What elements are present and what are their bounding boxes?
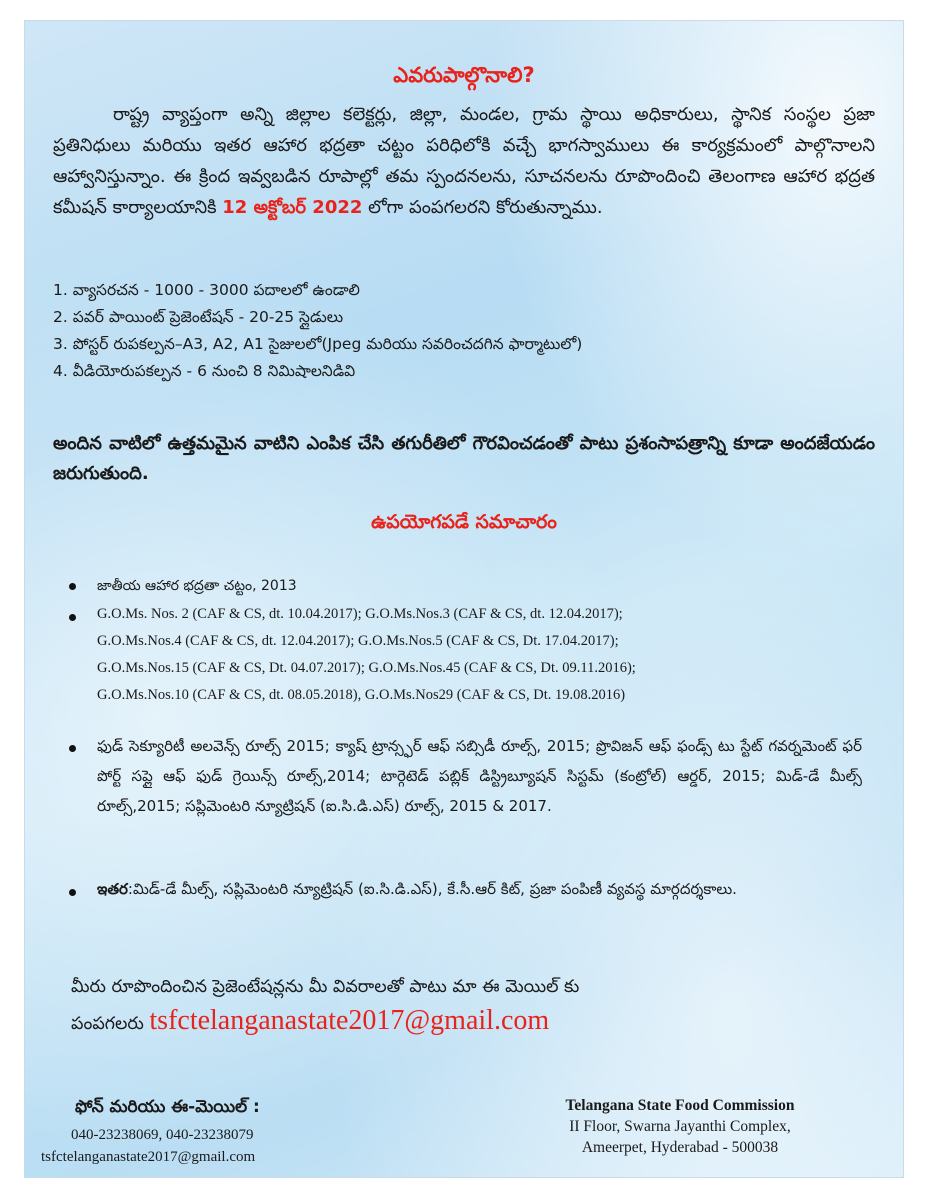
list-item: 3. పోస్టర్ రుపకల్పన–A3, A2, A1 సైజులలో(Jpeg మరియు సవరించదగిన ఫార్మాటులో) [53, 335, 583, 353]
address-block [525, 1095, 835, 1158]
bullet-dot [69, 614, 76, 621]
closing-prefix: పంపగలరు [71, 1014, 144, 1034]
others-text: :మిడ్-డే మీల్స్, సప్లిమెంటరి న్యూట్రిషన్ (ఐ.సి.డి.ఎస్), కే.సీ.ఆర్ కిట్, ప్రజా పంపిణీ వ్యవస్థ మార్గదర్శకాలు. [127, 880, 737, 898]
formats-list [53, 277, 875, 385]
page-title: ఎవరుపాల్గొనాలి? [393, 63, 535, 87]
info-rules: ఫుడ్ సెక్యూరిటీ అలవెన్స్ రూల్స్ 2015; క్యాష్ ట్రాన్స్ఫర్ ఆఫ్ సబ్సిడీ రూల్స్, 2015; ప్రొవిజన్ ఆఫ్ ఫండ్స్ టు స్టేట్ గవర్నమెంట్ ఫర్ పోర్ట్ సప్లై ఆఫ్ ఫుడ్ గ్రెయిన్స్ రూల్స్,2014; టార్గెటెడ్ పబ్లిక్ డిస్ట్రిబ్యూషన్ సిస్టమ్ (కంట్రోల్) ఆర్డర్, 2015; మిడ్-డే మీల్స్ రూల్స్,2015; సప్లిమెంటరి న్యూట్రిషన్ (ఐ.సి.డి.ఎస్) రూల్స్, 2015 & 2017. [97, 737, 862, 815]
contact-phones: 040-23238069, 040-23238079 [71, 1127, 254, 1143]
info-heading: ఉపయోగపడే సమాచారం [371, 511, 557, 533]
info-gom-list [97, 601, 867, 709]
contact-title: ఫోన్ మరియు ఈ-మెయిల్ : [75, 1097, 260, 1117]
bullet-dot [69, 745, 76, 752]
intro-text: రాష్ట్ర వ్యాప్తంగా అన్ని జిల్లాల కలెక్టర్లు, జిల్లా, మండల, గ్రామ స్థాయి అధికారులు, స్థానిక సంస్థల ప్రజా ప్రతినిధులు మరియు ఇతర ఆహార భద్రతా చట్టం పరిధిలోకి వచ్చే భాగస్వాములు ఈ కార్యక్రమంలో పాల్గొనాలని ఆహ్వానిస్తున్నాం. ఈ క్రింద ఇవ్వబడిన రూపాల్లో తమ స్పందనలను, సూచనలను రూపొందించి తెలంగాణ ఆహార భద్రత కమీషన్ కార్యాలయానికి [53, 104, 875, 218]
closing-email-line [71, 1003, 871, 1042]
address-line: Ameerpet, Hyderabad - 500038 [581, 1139, 779, 1156]
list-item: 2. పవర్ పాయింట్ ప్రెజెంటేషన్ - 20-25 స్లైడులు [53, 308, 344, 326]
organization-name: Telangana State Food Commission [565, 1097, 795, 1114]
bullet-dot [69, 889, 76, 896]
poster-page [24, 20, 904, 1178]
gom-line: G.O.Ms.Nos.10 (CAF & CS, dt. 08.05.2018), G.O.Ms.Nos29 (CAF & CS, Dt. 19.08.2016) [97, 687, 626, 703]
gom-line: G.O.Ms.Nos.4 (CAF & CS, dt. 12.04.2017); G.O.Ms.Nos.5 (CAF & CS, Dt. 17.04.2017); [97, 633, 619, 649]
contact-block [41, 1097, 401, 1168]
contact-email[interactable]: tsfctelanganastate2017@gmail.com [41, 1149, 256, 1165]
info-act: జాతీయ ఆహార భద్రతా చట్టం, 2013 [97, 578, 297, 594]
others-label: ఇతర [97, 880, 128, 898]
list-item: 4. వీడియోరుపకల్పన - 6 నుంచి 8 నిమిషాలనిడివి [53, 362, 356, 380]
deadline-date: 12 అక్టోబర్ 2022 [222, 197, 363, 218]
intro-text-end: లోగా పంపగలరని కోరుతున్నాము. [368, 197, 603, 218]
award-paragraph: అందిన వాటిలో ఉత్తమమైన వాటిని ఎంపిక చేసి తగురీతిలో గౌరవించడంతో పాటు ప్రశంసాపత్రాన్ని కూడా అందజేయడం జరుగుతుంది. [53, 433, 875, 484]
list-item: 1. వ్యాసరచన - 1000 - 3000 పదాలలో ఉండాలి [53, 281, 360, 299]
address-line: II Floor, Swarna Jayanthi Complex, [569, 1118, 791, 1135]
closing-line: మీరు రూపొందించిన ప్రెజెంటేషన్లను మీ వివరాలతో పాటు మా ఈ మెయిల్ కు [71, 977, 580, 997]
intro-paragraph [53, 99, 875, 223]
gom-line: G.O.Ms.Nos.15 (CAF & CS, Dt. 04.07.2017); G.O.Ms.Nos.45 (CAF & CS, Dt. 09.11.2016); [97, 660, 636, 676]
info-others [97, 874, 862, 904]
bullet-dot [69, 583, 76, 590]
email-link[interactable]: tsfctelanganastate2017@gmail.com [149, 1005, 550, 1036]
gom-line: G.O.Ms. Nos. 2 (CAF & CS, dt. 10.04.2017); G.O.Ms.Nos.3 (CAF & CS, dt. 12.04.2017); [97, 606, 623, 622]
